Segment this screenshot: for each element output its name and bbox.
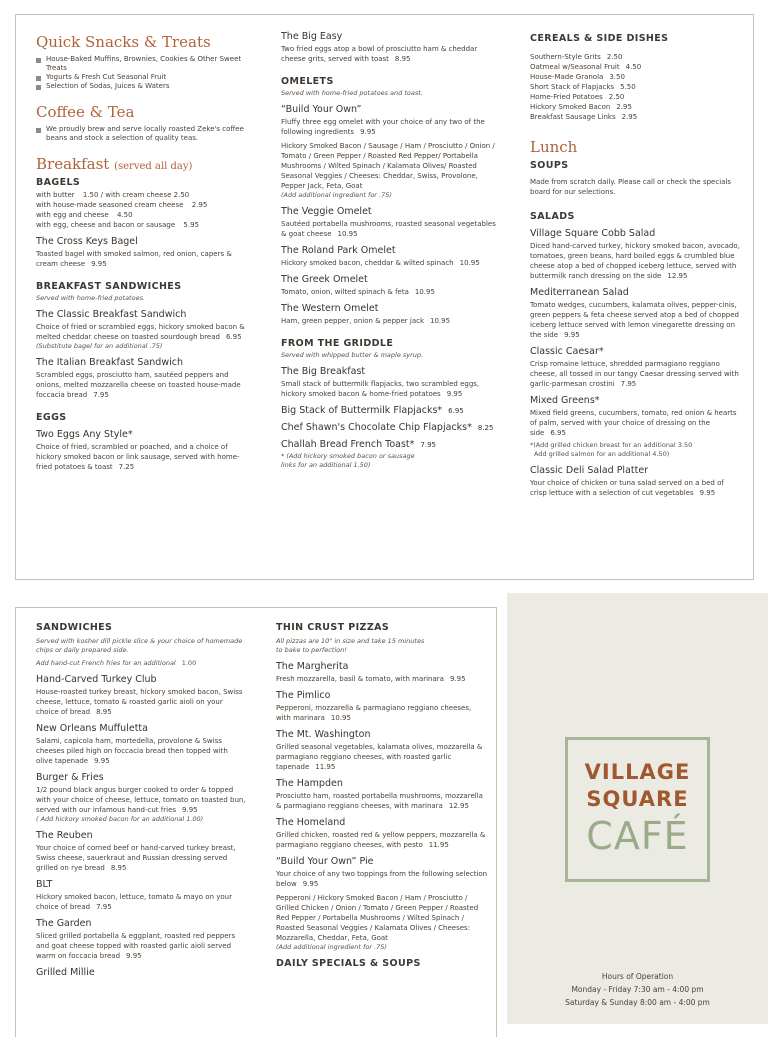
bottom-column-2 — [276, 622, 488, 971]
menu-item-desc: Your choice of corned beef or hand-carved turkey breast, Swiss cheese, sauerkraut and Russian dressing served grilled on rye bread 8.95 — [36, 844, 236, 872]
menu-item-desc: Mixed field greens, cucumbers, tomato, red onion & hearts of palm, served with your choice of dressing on the side 6.95 — [530, 409, 737, 437]
lunch-title: Lunch — [530, 138, 578, 156]
menu-item-desc: 1/2 pound black angus burger cooked to order & topped with your choice of cheese, lettuce, tomato on toasted bun, served with our infamous hand-cut fries 9.95 — [36, 786, 246, 814]
menu-item-name: The Italian Breakfast Sandwich — [36, 357, 183, 368]
menu-item-desc: Toasted bagel with smoked salmon, red onion, capers & cream cheese 9.95 — [36, 250, 232, 268]
quick-snacks-title: Quick Snacks & Treats — [36, 33, 211, 51]
menu-item-desc: Sliced grilled portabella & eggplant, roasted red peppers and goat cheese topped with roasted garlic aioli served warm on foccacia bread 9.95 — [36, 932, 236, 960]
list-item: Selection of Sodas, Juices & Waters — [36, 82, 246, 91]
menu-item-name: Classic Caesar* — [530, 346, 604, 357]
menu-item-desc: Choice of fried or scrambled eggs, hickory smoked bacon & melted cheddar cheese on toasted sourdough bread 6.95 — [36, 323, 245, 341]
menu-item-name: The Classic Breakfast Sandwich — [36, 309, 187, 320]
menu-item-desc: Fresh mozzarella, basil & tomato, with marinara 9.95 — [276, 675, 466, 683]
griddle-footnote: * (Add hickory smoked bacon or sausage links for an additional 1.50) — [281, 452, 415, 469]
list-item: We proudly brew and serve locally roasted Zeke's coffee beans and stock a selection of quality teas. — [36, 125, 246, 143]
menu-item-desc: Fluffy three egg omelet with your choice of any two of the following ingredients 9.95 — [281, 118, 485, 136]
hours-title: Hours of Operation — [601, 972, 674, 981]
salad-note: Add grilled salmon for an additional 4.50) — [534, 450, 670, 458]
list-item: House-Baked Muffins, Brownies, Cookies & Other Sweet Treats — [36, 55, 246, 73]
section-note: Served with home-fried potatoes. — [36, 294, 146, 302]
menu-item-name: The Margherita — [276, 661, 349, 672]
menu-item-desc: Small stack of buttermilk flapjacks, two scrambled eggs, hickory smoked bacon & home-fried potatoes 9.95 — [281, 380, 480, 398]
salads-heading: SALADS — [530, 211, 575, 222]
breakfast-subtitle: (served all day) — [114, 161, 193, 172]
eggs-heading: EGGS — [36, 412, 67, 423]
menu-item-desc: Salami, capicola ham, mortedella, provolone & Swiss cheeses piled high on foccacia bread then topped with olive tapenade 9.95 — [36, 737, 228, 765]
menu-item-name: Burger & Fries — [36, 772, 104, 783]
top-column-3 — [530, 33, 742, 498]
menu-item-name: The Cross Keys Bagel — [36, 236, 138, 247]
bagels-heading: BAGELS — [36, 177, 81, 188]
menu-item-name: The Big Breakfast — [281, 366, 366, 377]
menu-item-desc: Hickory smoked bacon, cheddar & wilted spinach 10.95 — [281, 259, 480, 267]
menu-item-desc: Your choice of chicken or tuna salad served on a bed of crisp lettuce with a selection of cut vegetables 9.95 — [530, 479, 724, 497]
soups-heading: SOUPS — [530, 160, 569, 171]
omelets-heading: OMELETS — [281, 76, 334, 87]
omelet-ingredients: Hickory Smoked Bacon / Sausage / Ham / Prosciutto / Onion / Tomato / Green Pepper / Roasted Red Pepper/ Portabella Mushrooms / Wilted Spinach / Kalamata Olives/ Roasted Seasonal Veggies / Cheeses: Cheddar, Swiss, Provolone, Pepper Jack, Feta, Goat — [281, 142, 495, 190]
menu-item-name: Two Eggs Any Style* — [36, 429, 133, 440]
top-column-1 — [36, 33, 246, 472]
menu-item-name: BLT — [36, 879, 53, 890]
logo-line-cafe: CAFÉ — [586, 814, 689, 858]
side-dish-line: Short Stack of Flapjacks 5.50 — [530, 83, 636, 91]
menu-item-name: Grilled Millie — [36, 967, 95, 978]
menu-item-desc: Tomato, onion, wilted spinach & feta 10.95 — [281, 288, 435, 296]
bagel-line: with house-made seasoned cream cheese 2.95 — [36, 201, 208, 209]
top-column-2 — [281, 31, 496, 472]
menu-item-desc: Diced hand-carved turkey, hickory smoked bacon, avocado, tomatoes, green beans, hard boiled eggs & crumbled blue cheese atop a bed of chopped iceberg lettuce, served with buttermilk ranch dressing on the side 12.95 — [530, 242, 740, 280]
cereals-heading: CEREALS & SIDE DISHES — [530, 33, 669, 44]
menu-item-name: Challah Bread French Toast* 7.95 — [281, 439, 436, 450]
side-dish-line: Hickory Smoked Bacon 2.95 — [530, 103, 632, 111]
menu-item-desc: Your choice of any two toppings from the following selection below 9.95 — [276, 870, 488, 888]
menu-item-name: The Reuben — [36, 830, 93, 841]
menu-item-desc: Grilled seasonal vegetables, kalamata olives, mozzarella & parmagiano reggiano cheeses, with roasted garlic tapenade 11.95 — [276, 743, 483, 771]
sandwiches-heading: SANDWICHES — [36, 622, 113, 633]
breakfast-title-text: Breakfast — [36, 155, 110, 173]
section-note: Served with home-fried potatoes and toast. — [281, 89, 423, 97]
section-note: Served with kosher dill pickle slice & your choice of homemade chips or daily prepared side. — [36, 637, 243, 654]
menu-item-desc: House-roasted turkey breast, hickory smoked bacon, Swiss cheese, lettuce, tomato & roasted garlic aioli on your choice of bread 8.95 — [36, 688, 243, 716]
hours-weekday: Monday - Friday 7:30 am - 4:00 pm — [571, 985, 704, 994]
coffee-tea-title: Coffee & Tea — [36, 103, 135, 121]
menu-item-name: “Build Your Own” — [281, 104, 362, 115]
menu-item-desc: Hickory smoked bacon, lettuce, tomato & mayo on your choice of bread 7.95 — [36, 893, 232, 911]
menu-item-desc: Two fried eggs atop a bowl of prosciutto ham & cheddar cheese grits, served with toast 8.95 — [281, 45, 478, 63]
menu-item-name: “Build Your Own” Pie — [276, 856, 374, 867]
top-menu-panel — [15, 14, 754, 580]
menu-item-name: Classic Deli Salad Platter — [530, 465, 649, 476]
menu-item-name: Mediterranean Salad — [530, 287, 629, 298]
menu-item-name: The Western Omelet — [281, 303, 379, 314]
menu-item-name: Village Square Cobb Salad — [530, 228, 656, 239]
breakfast-title — [36, 155, 246, 173]
logo-line-village: VILLAGE — [584, 760, 691, 784]
menu-item-name: The Pimlico — [276, 690, 331, 701]
side-dish-line: Oatmeal w/Seasonal Fruit 4.50 — [530, 63, 642, 71]
menu-item-name: Big Stack of Buttermilk Flapjacks* 6.95 — [281, 405, 464, 416]
bagel-line: with egg and cheese 4.50 — [36, 211, 133, 219]
pizzas-heading: THIN CRUST PIZZAS — [276, 622, 390, 633]
logo-line-square: SQUARE — [586, 787, 689, 811]
menu-item-name: The Veggie Omelet — [281, 206, 372, 217]
menu-item-name: The Hampden — [276, 778, 343, 789]
menu-item-name: The Mt. Washington — [276, 729, 371, 740]
griddle-heading: FROM THE GRIDDLE — [281, 338, 394, 349]
section-note: Served with whipped butter & maple syrup. — [281, 351, 424, 359]
side-dish-line: Breakfast Sausage Links 2.95 — [530, 113, 638, 121]
menu-item-note: (Add additional ingredient for .75) — [276, 943, 387, 951]
menu-item-name: Chef Shawn's Chocolate Chip Flapjacks* 8.25 — [281, 422, 494, 433]
bottom-menu-panel — [15, 607, 497, 1037]
menu-item-name: The Roland Park Omelet — [281, 245, 396, 256]
menu-item-desc: Ham, green pepper, onion & pepper jack 10.95 — [281, 317, 451, 325]
menu-item-desc: Pepperoni, mozzarella & parmagiano reggiano cheeses, with marinara 10.95 — [276, 704, 472, 722]
pizza-toppings: Pepperoni / Hickory Smoked Bacon / Ham / Prosciutto / Grilled Chicken / Onion / Tomato / Green Pepper / Roasted Red Pepper / Portabella Mushrooms / Wilted Spinach / Roasted Seasonal Veggies / Kalamata Olives / Cheeses: Mozzarella, Cheddar, Feta, Goat — [276, 894, 479, 942]
menu-item-name: The Greek Omelet — [281, 274, 368, 285]
menu-item-desc: Grilled chicken, roasted red & yellow peppers, mozzarella & parmagiano reggiano cheeses, with pesto 11.95 — [276, 831, 486, 849]
side-dish-line: Southern-Style Grits 2.50 — [530, 53, 623, 61]
section-note: All pizzas are 10" in size and take 15 minutes to bake to perfection! — [276, 637, 425, 654]
daily-specials-heading: DAILY SPECIALS & SOUPS — [276, 958, 421, 969]
menu-item-name: New Orleans Muffuletta — [36, 723, 148, 734]
list-item: Yogurts & Fresh Cut Seasonal Fruit — [36, 73, 246, 82]
bagel-line: with butter 1.50 / with cream cheese 2.50 — [36, 191, 190, 199]
menu-item-note: (Substitute bagel for an additional .75) — [36, 342, 163, 350]
bottom-column-1 — [36, 622, 246, 980]
menu-item-desc: Prosciutto ham, roasted portabella mushrooms, mozzarella & parmagiano reggiano cheeses, with marinara 12.95 — [276, 792, 483, 810]
side-dish-line: House-Made Granola 3.50 — [530, 73, 625, 81]
breakfast-sandwiches-heading: BREAKFAST SANDWICHES — [36, 281, 182, 292]
fries-note: Add hand-cut French fries for an additional 1.00 — [36, 659, 197, 667]
menu-item-desc: Tomato wedges, cucumbers, kalamata olives, pepper-cinis, green peppers & feta cheese served atop a bed of chopped iceberg lettuce served with lemon vinegarette dressing on the side 9.95 — [530, 301, 739, 339]
menu-item-name: Hand-Carved Turkey Club — [36, 674, 157, 685]
side-dish-line: Home-Fried Potatoes 2.50 — [530, 93, 625, 101]
menu-item-note: (Add additional ingredient for .75) — [281, 191, 392, 199]
menu-item-name: Mixed Greens* — [530, 395, 600, 406]
salad-note: *(Add grilled chicken breast for an additional 3.50 — [530, 441, 693, 449]
soups-desc: Made from scratch daily. Please call or check the specials board for our selections. — [530, 178, 732, 196]
menu-item-note: ( Add hickory smoked bacon for an additional 1.00) — [36, 815, 204, 823]
menu-item-desc: Sautéed portabella mushrooms, roasted seasonal vegetables & goat cheese 10.95 — [281, 220, 496, 238]
cafe-logo — [565, 737, 710, 882]
menu-item-desc: Choice of fried, scrambled or poached, and a choice of hickory smoked bacon or link sausage, served with home-fried potatoes & toast 7.25 — [36, 443, 240, 471]
menu-item-name: The Homeland — [276, 817, 346, 828]
menu-item-name: The Big Easy — [281, 31, 343, 42]
menu-item-desc: Scrambled eggs, prosciutto ham, sautéed peppers and onions, melted mozzarella cheese on toasted house-made foccacia bread 7.95 — [36, 371, 241, 399]
menu-item-desc: Crisp romaine lettuce, shredded parmagiano reggiano cheese, all tossed in our tangy Caesar dressing served with garlic-parmesan crostini 7.95 — [530, 360, 739, 388]
bagel-line: with egg, cheese and bacon or sausage 5.95 — [36, 221, 199, 229]
menu-item-name: The Garden — [36, 918, 92, 929]
hours-weekend: Saturday & Sunday 8:00 am - 4:00 pm — [565, 998, 710, 1007]
